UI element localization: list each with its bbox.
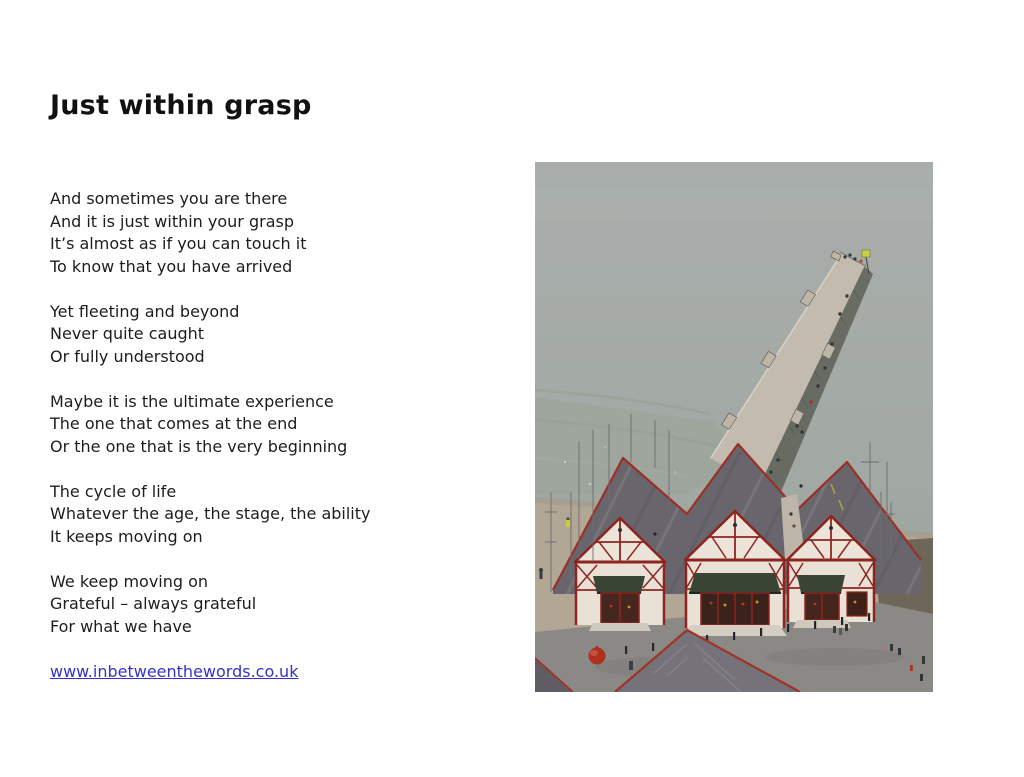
poem-stanza xyxy=(50,188,520,278)
poem-line: The cycle of life xyxy=(50,481,177,501)
website-link[interactable]: www.inbetweenthewords.co.uk xyxy=(50,661,299,681)
poem-line: We keep moving on xyxy=(50,571,209,591)
poem-line: And it is just within your grasp xyxy=(50,211,294,231)
awning-left xyxy=(593,576,645,593)
poem-line: Maybe it is the ultimate experience xyxy=(50,391,334,411)
poem-line: Grateful – always grateful xyxy=(50,594,257,613)
poem-line: Never quite caught xyxy=(50,324,205,343)
poem-line: The one that comes at the end xyxy=(50,414,298,433)
hi-vis-person xyxy=(566,517,570,527)
poem-line: Whatever the age, the stage, the ability xyxy=(50,504,371,523)
poem-line: It keeps moving on xyxy=(50,526,203,546)
awning-right xyxy=(797,575,845,593)
awning-centre xyxy=(689,573,781,593)
poem-line: It’s almost as if you can touch it xyxy=(50,234,307,253)
poem-column xyxy=(50,88,520,683)
page-title: Just within grasp xyxy=(50,90,312,121)
poem-stanza xyxy=(50,571,520,639)
poem-line: To know that you have arrived xyxy=(50,256,293,276)
poem-stanza xyxy=(50,391,520,459)
poem xyxy=(50,188,520,638)
poem-stanza xyxy=(50,481,520,549)
pier-photo xyxy=(535,162,933,692)
poem-line: Yet fleeting and beyond xyxy=(50,301,240,321)
poem-line: Or the one that is the very beginning xyxy=(50,436,348,456)
poem-line: Or fully understood xyxy=(50,346,205,366)
poem-line: And sometimes you are there xyxy=(50,189,288,208)
poem-line: For what we have xyxy=(50,616,192,636)
poem-stanza xyxy=(50,301,520,369)
